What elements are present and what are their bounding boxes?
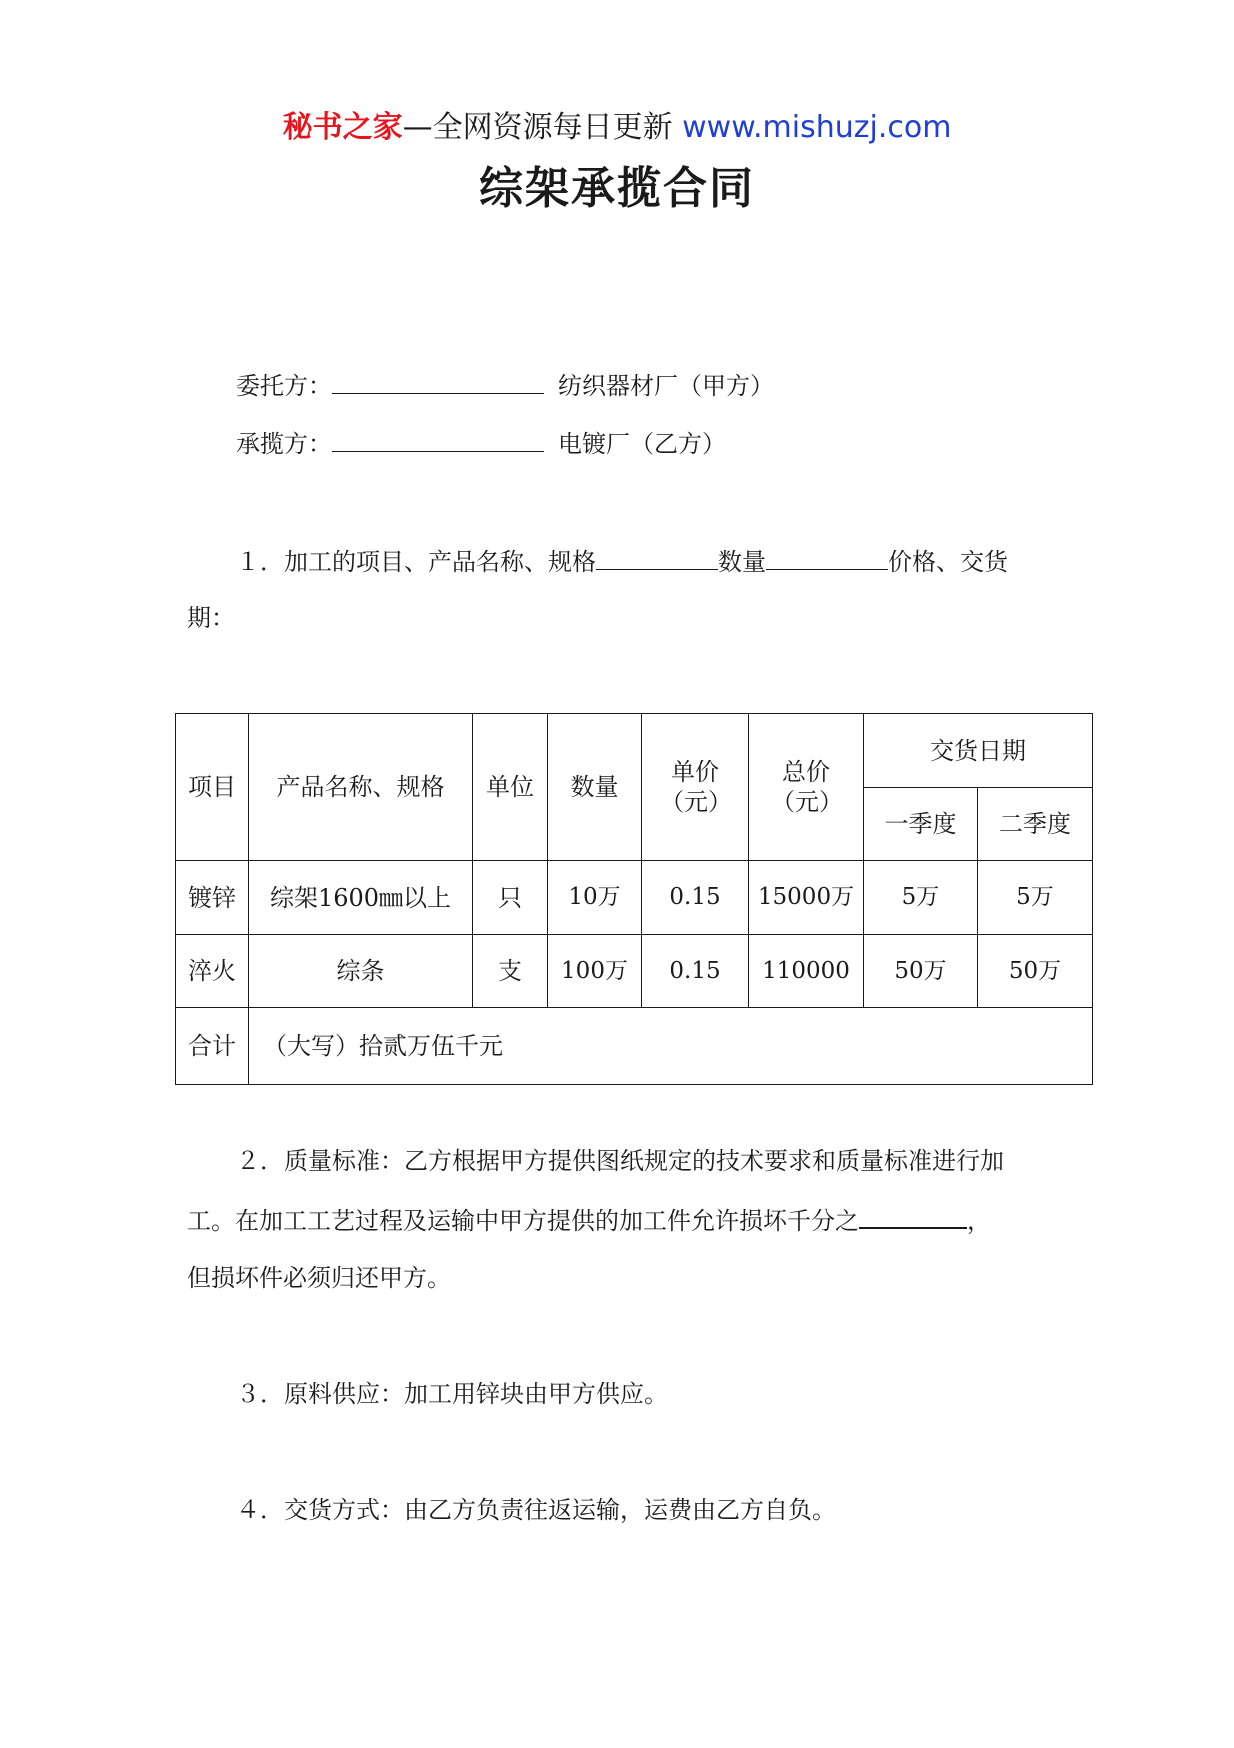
row-unit-price: 0.15 (642, 861, 749, 935)
table-row (176, 935, 1093, 1008)
row-q2: 5万 (978, 861, 1093, 935)
client-name: 纺织器材厂（甲方） (558, 372, 774, 400)
contractor-name: 电镀厂（乙方） (558, 430, 726, 458)
header-item: 项目 (176, 714, 249, 861)
row-unit-price: 0.15 (642, 935, 749, 1008)
header-product: 产品名称、规格 (249, 714, 473, 861)
client-blank (332, 371, 544, 394)
row-q2: 50万 (978, 935, 1093, 1008)
clause1-part1: １．加工的项目、产品名称、规格 (236, 548, 596, 576)
client-label: 委托方： (236, 372, 332, 400)
table-row (176, 861, 1093, 935)
clause2-line2 (187, 1201, 991, 1236)
row-unit: 支 (473, 935, 548, 1008)
row-total: 15000万 (749, 861, 864, 935)
clause1-part2: 数量 (718, 548, 766, 576)
header-total: 总价（元） (749, 714, 864, 861)
spec-blank (596, 547, 718, 570)
header-q2: 二季度 (978, 788, 1093, 861)
header-unit: 单位 (473, 714, 548, 861)
contractor-blank (332, 429, 544, 452)
clause4: ４．交货方式：由乙方负责往返运输，运费由乙方自负。 (236, 1496, 836, 1524)
sum-label: 合计 (176, 1008, 249, 1085)
site-header (0, 102, 1234, 146)
row-item: 镀锌 (176, 861, 249, 935)
row-total: 110000 (749, 935, 864, 1008)
clause1-line1 (236, 542, 1008, 577)
sum-value: （大写）拾贰万伍千元 (249, 1008, 1093, 1085)
site-url[interactable]: www.mishuzj.com (682, 110, 952, 145)
row-qty: 100万 (548, 935, 642, 1008)
clause2-line1: ２．质量标准：乙方根据甲方提供图纸规定的技术要求和质量标准进行加 (236, 1147, 1004, 1175)
goods-table (175, 713, 1093, 1085)
clause3: ３．原料供应：加工用锌块由甲方供应。 (236, 1380, 668, 1408)
row-unit: 只 (473, 861, 548, 935)
header-delivery: 交货日期 (864, 714, 1093, 788)
document-title: 综架承揽合同 (479, 163, 755, 214)
client-line (236, 366, 774, 401)
row-q1: 50万 (864, 935, 978, 1008)
clause1-line2: 期： (187, 604, 235, 632)
header-qty: 数量 (548, 714, 642, 861)
row-product: 综条 (249, 935, 473, 1008)
brand-name: 秘书之家 (282, 110, 403, 145)
header-unit-price: 单价（元） (642, 714, 749, 861)
row-q1: 5万 (864, 861, 978, 935)
qty-blank (766, 547, 888, 570)
contractor-label: 承揽方： (236, 430, 332, 458)
clause1-part3: 价格、交货 (888, 548, 1008, 576)
row-product: 综架1600㎜以上 (249, 861, 473, 935)
header-slogan: —全网资源每日更新 (402, 110, 673, 145)
clause2-line2-text: 工。在加工工艺过程及运输中甲方提供的加工件允许损坏千分之 (187, 1207, 859, 1235)
header-q1: 一季度 (864, 788, 978, 861)
damage-rate-blank (859, 1205, 967, 1229)
contractor-line (236, 424, 726, 459)
clause2-comma: ， (967, 1207, 991, 1235)
row-qty: 10万 (548, 861, 642, 935)
clause2-line3: 但损坏件必须归还甲方。 (187, 1264, 451, 1292)
row-item: 淬火 (176, 935, 249, 1008)
